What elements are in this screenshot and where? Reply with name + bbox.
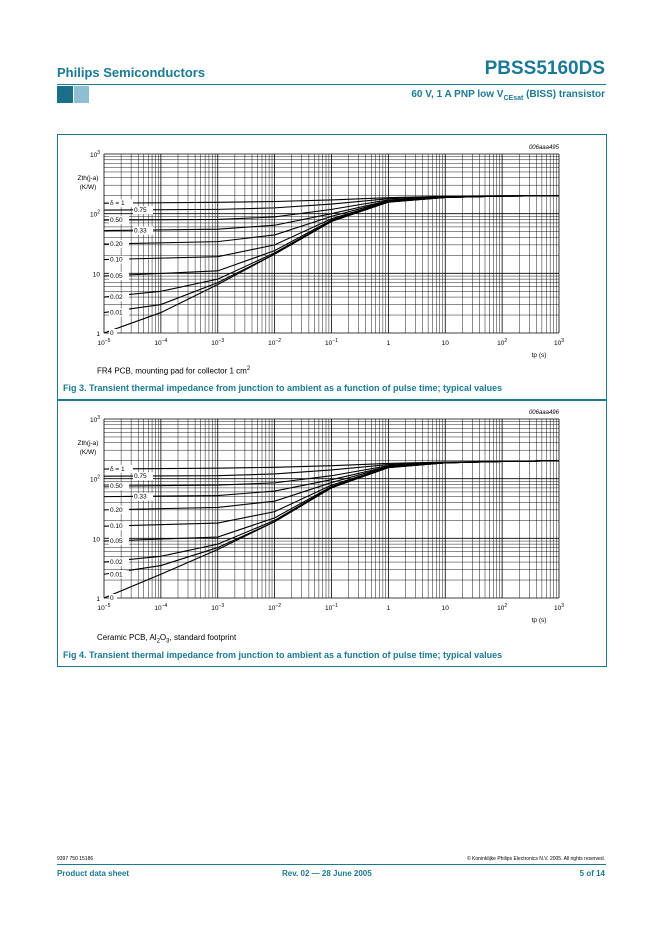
y-axis-label: Zth(j-a) <box>77 440 99 447</box>
footer-doc-type: Product data sheet <box>57 869 130 878</box>
x-axis-label: tp (s) <box>531 352 547 359</box>
x-tick-label: $10^{-1}$ <box>325 603 338 612</box>
series-label: 0.20 <box>110 506 123 514</box>
brand-square-light <box>74 86 89 103</box>
series-label: 0.33 <box>134 493 147 501</box>
series-label: 0.01 <box>110 309 123 317</box>
x-tick-label: $10^{-2}$ <box>268 338 282 347</box>
x-tick-label: $10^2$ <box>497 603 508 612</box>
footer-page-number: 5 of 14 <box>579 869 605 878</box>
x-tick-label: $10^3$ <box>553 603 565 612</box>
fig3-note-text: FR4 PCB, mounting pad for collector 1 cm <box>97 366 247 376</box>
x-tick-label: $10^{-5}$ <box>97 603 111 612</box>
y-axis-label: Zth(j-a) <box>77 175 99 182</box>
x-tick-label: $10^{-3}$ <box>211 603 225 612</box>
doc-number: 9397 750 15186 <box>57 856 94 862</box>
y-tick-label: 1 <box>96 596 100 603</box>
fig4-note-text: Ceramic PCB, Al <box>97 633 157 642</box>
x-tick-label: $10^{-5}$ <box>97 338 111 347</box>
x-tick-label: 1 <box>386 605 391 612</box>
figure-code: 006aaa495 <box>528 145 559 151</box>
x-tick-label: 10 <box>441 340 449 347</box>
y-tick-label: $10^2$ <box>89 474 100 484</box>
fig3-caption: Fig 3. Transient thermal impedance from junction to ambient as a function of pulse time; typical values <box>63 383 503 393</box>
series-label: 0.01 <box>110 571 123 579</box>
x-tick-label: $10^{-2}$ <box>268 603 282 612</box>
series-label: 0.33 <box>134 227 147 235</box>
y-tick-label: 1 <box>96 331 100 338</box>
x-tick-label: $10^{-4}$ <box>154 603 168 612</box>
y-tick-label: 10 <box>92 536 100 544</box>
subtitle-sub: CEsat <box>503 95 524 102</box>
x-tick-label: 10 <box>441 605 449 612</box>
copyright: © Koninklijke Philips Electronics N.V. 2005. All rights reserved. <box>466 856 605 862</box>
figure-code: 006aaa496 <box>528 410 559 416</box>
header-rule <box>57 84 606 85</box>
fig4-caption: Fig 4. Transient thermal impedance from junction to ambient as a function of pulse time; typical values <box>63 650 503 660</box>
fig4-note <box>97 633 236 645</box>
product-title: PBSS5160DS <box>484 58 605 79</box>
fig3-note-sup: 2 <box>246 366 251 372</box>
series-label: 0 <box>110 595 114 602</box>
x-tick-label: $10^{-3}$ <box>211 338 225 347</box>
product-subtitle <box>411 89 605 102</box>
company-name: Philips Semiconductors <box>57 65 206 80</box>
series-label: 0.10 <box>110 523 123 531</box>
series-label: δ = 1 <box>110 200 125 208</box>
fig4-note-mid: O <box>159 633 167 642</box>
y-tick-label: 10 <box>92 271 100 279</box>
fig4-note-end: , standard footprint <box>169 633 237 642</box>
chart-fig3 <box>58 135 606 365</box>
y-axis-unit: (K/W) <box>79 184 97 191</box>
subtitle-post: (BISS) transistor <box>523 89 605 100</box>
footer-rule <box>57 864 606 865</box>
brand-square-dark <box>57 86 73 103</box>
series-label: δ = 1 <box>110 466 125 474</box>
x-tick-label: $10^2$ <box>497 338 508 347</box>
series-label: 0.10 <box>110 256 123 264</box>
x-tick-label: $10^{-4}$ <box>154 338 168 347</box>
figure-3 <box>57 134 607 401</box>
series-label: 0 <box>110 330 114 337</box>
series-label: 0.02 <box>110 294 123 302</box>
fig4-note-sub2: 3 <box>166 638 170 645</box>
footer-revision: Rev. 02 — 28 June 2005 <box>282 869 372 878</box>
series-label: 0.50 <box>110 483 123 491</box>
chart-fig4 <box>58 400 606 630</box>
x-tick-label: 1 <box>386 340 391 347</box>
series-label: 0.75 <box>134 207 147 215</box>
subtitle-pre: 60 V, 1 A PNP low V <box>411 89 504 100</box>
series-label: 0.75 <box>134 473 147 481</box>
series-label: 0.05 <box>110 273 123 281</box>
y-tick-label: $10^3$ <box>89 415 100 424</box>
y-tick-label: $10^2$ <box>89 209 100 219</box>
series-label: 0.50 <box>110 217 123 225</box>
x-axis-label: tp (s) <box>531 617 547 624</box>
y-axis-unit: (K/W) <box>79 449 97 456</box>
series-label: 0.05 <box>110 538 123 546</box>
fig4-note-sub1: 2 <box>156 638 160 645</box>
fig3-note <box>97 366 250 376</box>
y-tick-label: $10^3$ <box>89 150 100 159</box>
figure-4 <box>57 399 607 667</box>
x-tick-label: $10^{-1}$ <box>325 338 338 347</box>
series-label: 0.20 <box>110 241 123 249</box>
series-label: 0.02 <box>110 559 123 567</box>
x-tick-label: $10^3$ <box>553 338 565 347</box>
